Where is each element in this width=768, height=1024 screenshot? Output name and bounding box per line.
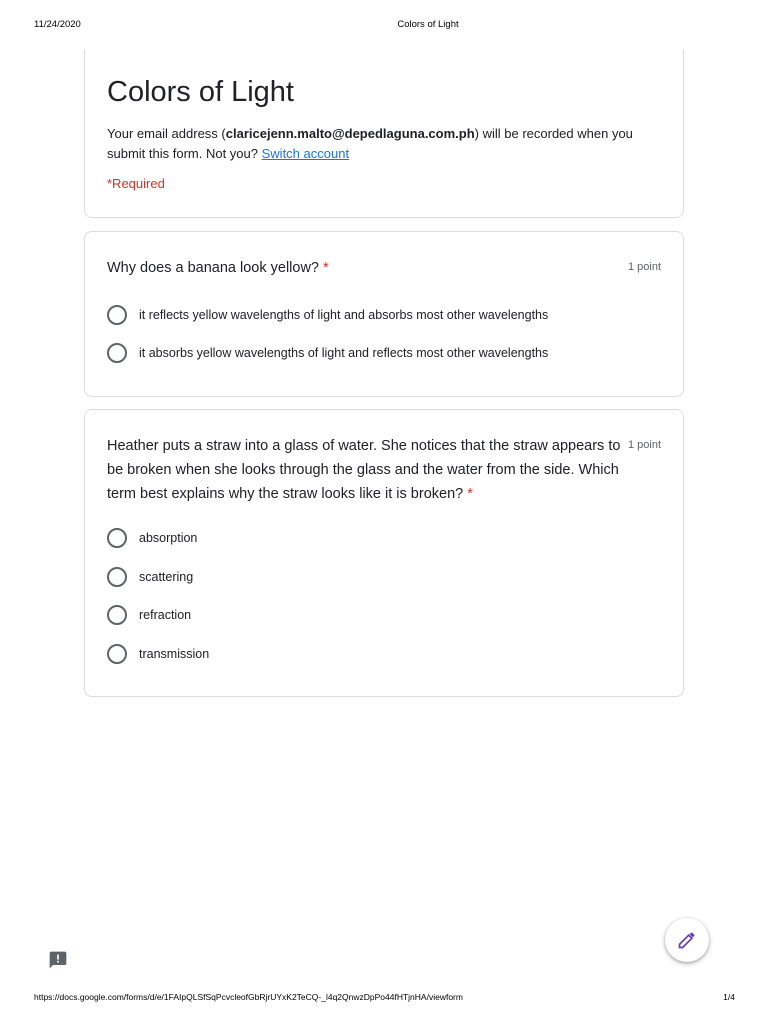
radio-option[interactable] [107, 565, 193, 589]
page-number: 1/4 [723, 992, 735, 1002]
print-header [0, 19, 768, 33]
radio-option[interactable] [107, 341, 548, 365]
required-asterisk: * [323, 260, 329, 276]
radio-button[interactable] [107, 605, 127, 625]
radio-option[interactable] [107, 526, 197, 550]
points-label: 1 point [627, 261, 661, 273]
option-label: it absorbs yellow wavelengths of light and reflects most other wavelengths [139, 346, 549, 360]
option-label: transmission [139, 647, 210, 661]
option-label: it reflects yellow wavelengths of light and absorbs most other wavelengths [139, 308, 549, 322]
feedback-icon [48, 950, 68, 970]
question-card-1 [84, 231, 684, 397]
option-label: absorption [139, 531, 198, 545]
radio-button[interactable] [107, 567, 127, 587]
question-title: Heather puts a straw into a glass of water. She notices that the straw appears to be broken when she looks through the glass and the water from the side. Which term best explains why the straw looks like it is broken? * [107, 438, 621, 502]
radio-button[interactable] [107, 644, 127, 664]
feedback-button[interactable] [48, 950, 68, 970]
radio-option[interactable] [107, 303, 548, 327]
print-title: Colors of Light [397, 19, 459, 30]
radio-button[interactable] [107, 305, 127, 325]
option-label: scattering [139, 570, 194, 584]
radio-button[interactable] [107, 343, 127, 363]
form-title: Colors of Light [107, 76, 294, 108]
question-card-2 [84, 409, 684, 697]
form-header-card [84, 50, 684, 218]
required-note: *Required [107, 176, 165, 191]
edit-button[interactable] [665, 918, 709, 962]
email-notice: Your email address (claricejenn.malto@depedlaguna.com.ph) will be recorded when you submit this form. Not you? Switch account [107, 126, 633, 161]
radio-option[interactable] [107, 642, 209, 666]
points-label: 1 point [627, 439, 661, 451]
switch-account-link[interactable]: Switch account [261, 146, 350, 161]
print-url: https://docs.google.com/forms/d/e/1FAIpQLSfSqPcvcleofGbRjrUYxK2TeCQ-_l4q2QnwzDpPo44fHTjnHA/viewform [34, 992, 463, 1002]
option-label: refraction [139, 608, 192, 622]
pencil-icon [677, 930, 697, 950]
radio-button[interactable] [107, 528, 127, 548]
user-email: claricejenn.malto@depedlaguna.com.ph [225, 126, 475, 141]
print-footer [0, 992, 768, 1006]
question-title: Why does a banana look yellow? * [107, 260, 329, 276]
required-asterisk: * [467, 486, 473, 502]
radio-option[interactable] [107, 603, 191, 627]
print-date: 11/24/2020 [34, 19, 81, 30]
